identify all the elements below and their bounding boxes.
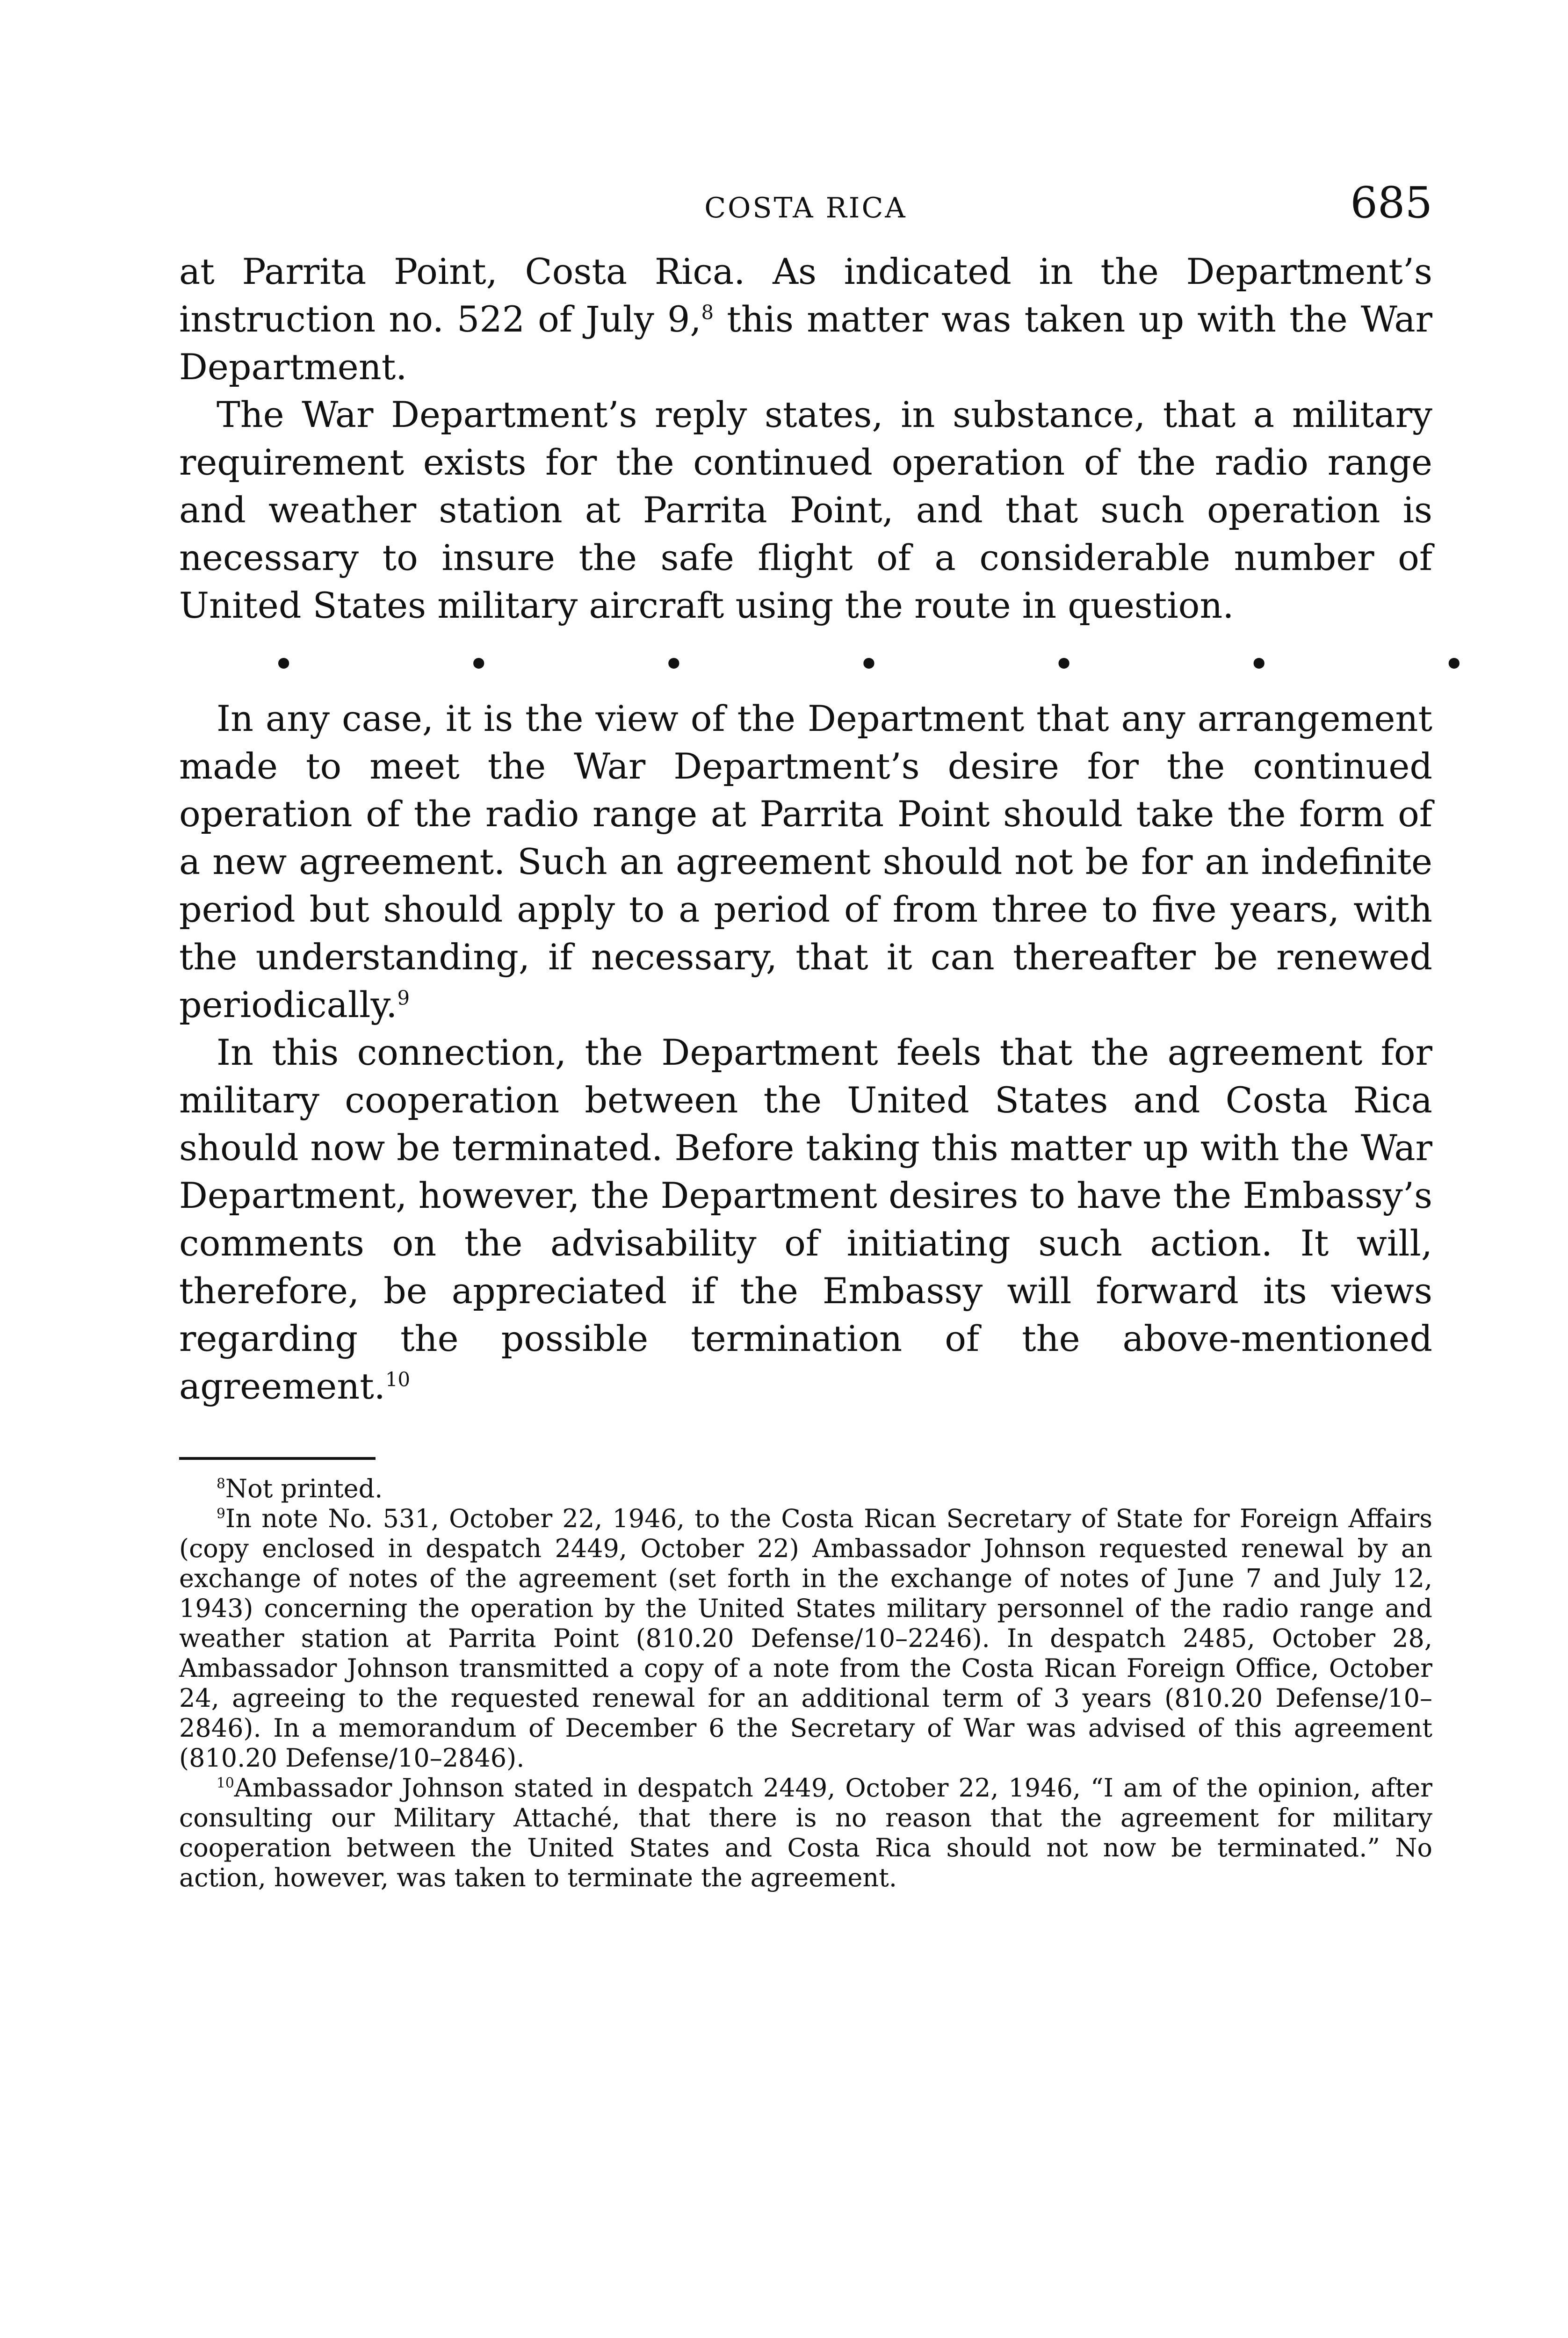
- paragraph-1: [179, 248, 1432, 391]
- omission-dot: •: [468, 642, 490, 686]
- omission-dot: •: [1443, 642, 1465, 686]
- omission-dots: [273, 643, 1465, 686]
- footnote-text: In note No. 531, October 22, 1946, to the Costa Rican Secretary of State for Foreign Affairs (copy enclosed in despatch 2449, October 22) Ambassador Johnson requested renewal by an exchange of notes of the agreement (set forth in the exchange of notes of June 7 and July 12, 1943) concerning the operation by the United States military personnel of the radio range and weather station at Parrita Point (810.20 Defense/10–2246). In despatch 2485, October 28, Ambassador Johnson transmitted a copy of a note from the Costa Rican Foreign Office, October 24, agreeing to the requested renewal for an additional term of 3 years (810.20 Defense/10–2846). In a memorandum of December 6 the Secretary of War was advised of this agreement (810.20 Defense/10–2846).: [179, 1504, 1432, 1773]
- footnote-8: [179, 1474, 1432, 1504]
- omission-dot: •: [858, 642, 880, 686]
- omission-dot: •: [1053, 642, 1075, 686]
- footnotes: [179, 1474, 1432, 1893]
- document-page: [179, 178, 1465, 1893]
- page-number: 685: [1350, 178, 1432, 228]
- footnote-9: [179, 1504, 1432, 1773]
- paragraph-4: [179, 1029, 1432, 1410]
- omission-dot: •: [663, 642, 685, 686]
- paragraph-2: The War Department’s reply states, in substance, that a military requirement exists for the continued operation of the radio range and weather station at Parrita Point, and that such operation is necessary to insure the safe flight of a considerable number of United States military aircraft using the route in question.: [179, 394, 1432, 626]
- footnote-marker: 8: [217, 1476, 225, 1492]
- footnote-ref-9: 9: [397, 986, 410, 1010]
- paragraph-4-text: In this connection, the Department feels that the agreement for military cooperation between the United States and Costa Rica should now be terminated. Before taking this matter up with the War Department, however, the Department desires to have the Embassy’s comments on the advisability of initiating such action. It will, therefore, be appreciated if the Embassy will forward its views regarding the possible termination of the above-mentioned agreement.: [179, 1032, 1432, 1407]
- page-header: [179, 178, 1432, 248]
- footnote-ref-8: 8: [701, 301, 714, 324]
- footnote-text: Not printed.: [225, 1474, 383, 1503]
- running-head: COSTA RICA: [704, 192, 907, 224]
- paragraph-1-text-b: this matter was taken up with the War Department.: [179, 298, 1432, 388]
- footnote-divider: [179, 1457, 376, 1460]
- omission-dot: •: [1248, 642, 1270, 686]
- footnote-10: [179, 1773, 1432, 1893]
- paragraph-3-text: In any case, it is the view of the Department that any arrangement made to meet the War Department’s desire for the continued operation of the radio range at Parrita Point should take the form of a new agreement. Such an agreement should not be for an indefinite period but should apply to a period of from three to five years, with the understanding, if necessary, that it can thereafter be renewed periodically.: [179, 698, 1432, 1025]
- paragraph-1-text-a: at Parrita Point, Costa Rica. As indicated in the Department’s instruction no. 522 of July 9,: [179, 251, 1432, 340]
- paragraph-3: [179, 695, 1432, 1029]
- omission-dot: •: [273, 642, 295, 686]
- footnote-ref-10: 10: [385, 1368, 411, 1391]
- footnote-marker: 9: [217, 1506, 225, 1522]
- footnote-marker: 10: [217, 1775, 234, 1791]
- body-text: [179, 248, 1465, 1410]
- footnote-text: Ambassador Johnson stated in despatch 2449, October 22, 1946, “I am of the opinion, after consulting our Military Attaché, that there is no reason that the agreement for military cooperation between the United States and Costa Rica should not now be terminated.” No action, however, was taken to terminate the agreement.: [179, 1773, 1432, 1892]
